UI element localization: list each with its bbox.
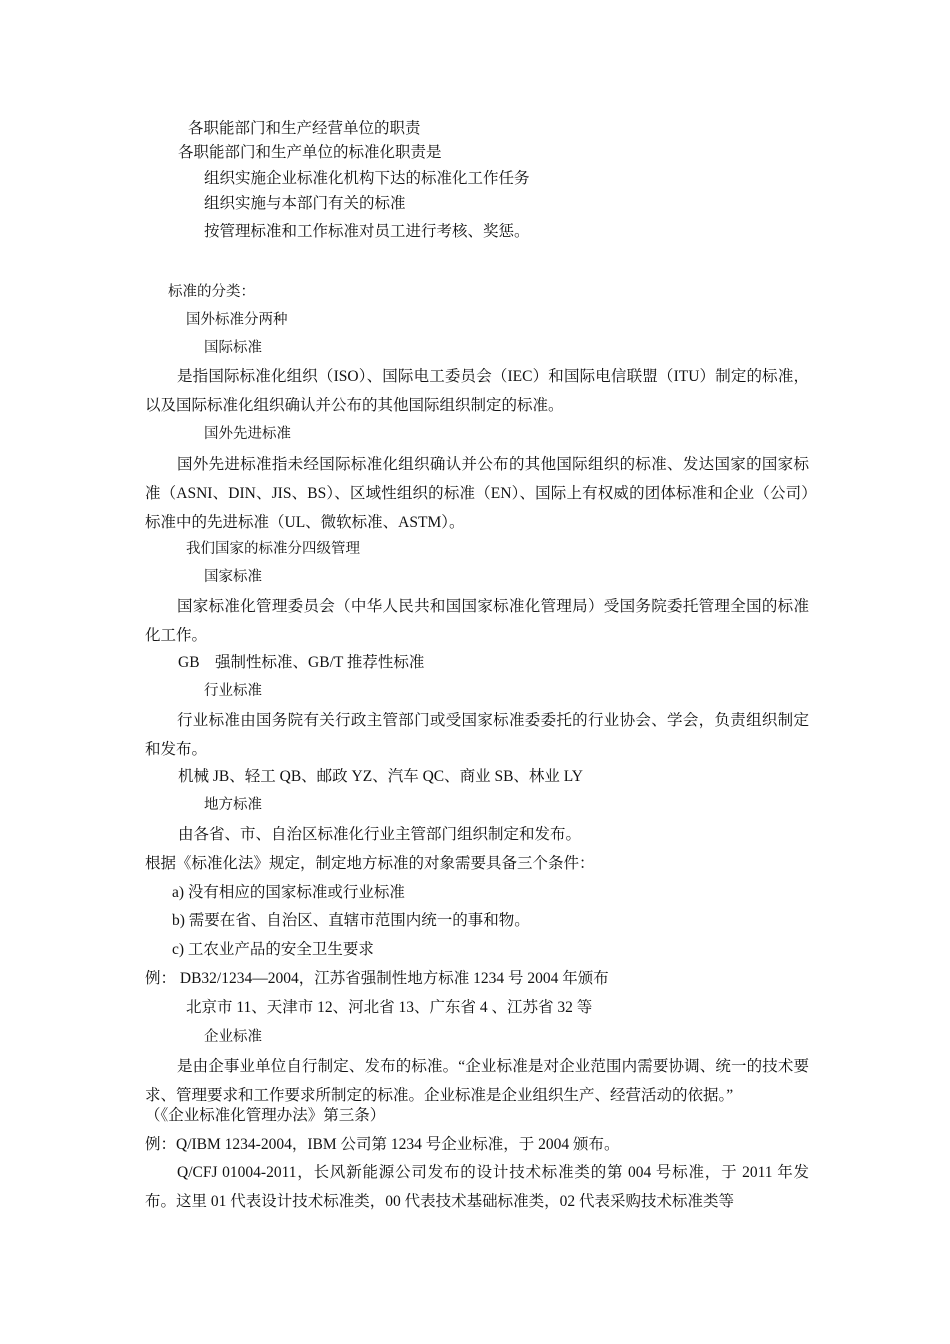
advanced-heading: 国外先进标准 [204, 426, 291, 442]
local-law-line: 根据《标准化法》规定，制定地方标准的对象需要具备三个条件： [145, 855, 595, 872]
enterprise-heading: 企业标准 [204, 1029, 262, 1045]
enterprise-example-1: 例：Q/IBM 1234-2004，IBM 公司第 1234 号企业标准，于 2004 颁布。 [145, 1136, 620, 1153]
local-codes-line: 北京市 11、天津市 12、河北省 13、广东省 4 、江苏省 32 等 [186, 999, 593, 1016]
industry-codes-line: 机械 JB、轻工 QB、邮政 YZ、汽车 QC、商业 SB、林业 LY [178, 768, 583, 785]
enterprise-example-2: Q/CFJ 01004-2011，长风新能源公司发布的设计技术标准类的第 004 号标准，于 2011 年发布。这里 01 代表设计技术标准类，00 代表技术基础标准类，02 代表采购技术标准类等 [145, 1164, 809, 1210]
duties-item-2: 组织实施与本部门有关的标准 [204, 195, 406, 212]
local-paragraph: 由各省、市、自治区标准化行业主管部门组织制定和发布。 [178, 826, 582, 843]
duties-item-1: 组织实施企业标准化机构下达的标准化工作任务 [204, 170, 530, 187]
advanced-paragraph: 国外先进标准指未经国际标准化组织确认并公布的其他国际组织的标准、发达国家的国家标准（ASNI、DIN、JIS、BS）、区域性组织的标准（EN）、国际上有权威的团体标准和企业（公司）标准中的先进标准（UL、微软标准、ASTM）。 [145, 456, 809, 531]
condition-c: c) 工农业产品的安全卫生要求 [172, 941, 374, 958]
foreign-heading: 国外标准分两种 [186, 312, 288, 328]
intl-heading: 国际标准 [204, 340, 262, 356]
intl-paragraph: 是指国际标准化组织（ISO）、国际电工委员会（IEC）和国际电信联盟（ITU）制定的标准，以及国际标准化组织确认并公布的其他国际组织制定的标准。 [145, 368, 809, 414]
classification-heading: 标准的分类： [168, 284, 255, 300]
local-heading: 地方标准 [204, 797, 262, 813]
industry-paragraph: 行业标准由国务院有关行政主管部门或受国家标准委委托的行业协会、学会，负责组织制定和发布。 [145, 712, 809, 758]
condition-b: b) 需要在省、自治区、直辖市范围内统一的事和物。 [172, 912, 530, 929]
industry-heading: 行业标准 [204, 683, 262, 699]
enterprise-paragraph: 是由企事业单位自行制定、发布的标准。“企业标准是对企业范围内需要协调、统一的技术要求、管理要求和工作要求所制定的标准。企业标准是企业组织生产、经营活动的依据。” [145, 1058, 809, 1104]
local-example-line: 例： DB32/1234—2004，江苏省强制性地方标准 1234 号 2004 年颁布 [145, 970, 609, 987]
condition-a: a) 没有相应的国家标准或行业标准 [172, 884, 405, 901]
duties-title: 各职能部门和生产经营单位的职责 [188, 120, 421, 137]
duties-item-3: 按管理标准和工作标准对员工进行考核、奖惩。 [204, 223, 530, 240]
china-heading: 我们国家的标准分四级管理 [186, 541, 360, 557]
national-gb-line: GB 强制性标准、GB/T 推荐性标准 [178, 654, 425, 671]
national-heading: 国家标准 [204, 569, 262, 585]
duties-intro: 各职能部门和生产单位的标准化职责是 [178, 144, 442, 161]
national-paragraph: 国家标准化管理委员会（中华人民共和国国家标准化管理局）受国务院委托管理全国的标准化工作。 [145, 598, 809, 644]
enterprise-source: （《企业标准化管理办法》第三条） [145, 1107, 386, 1124]
